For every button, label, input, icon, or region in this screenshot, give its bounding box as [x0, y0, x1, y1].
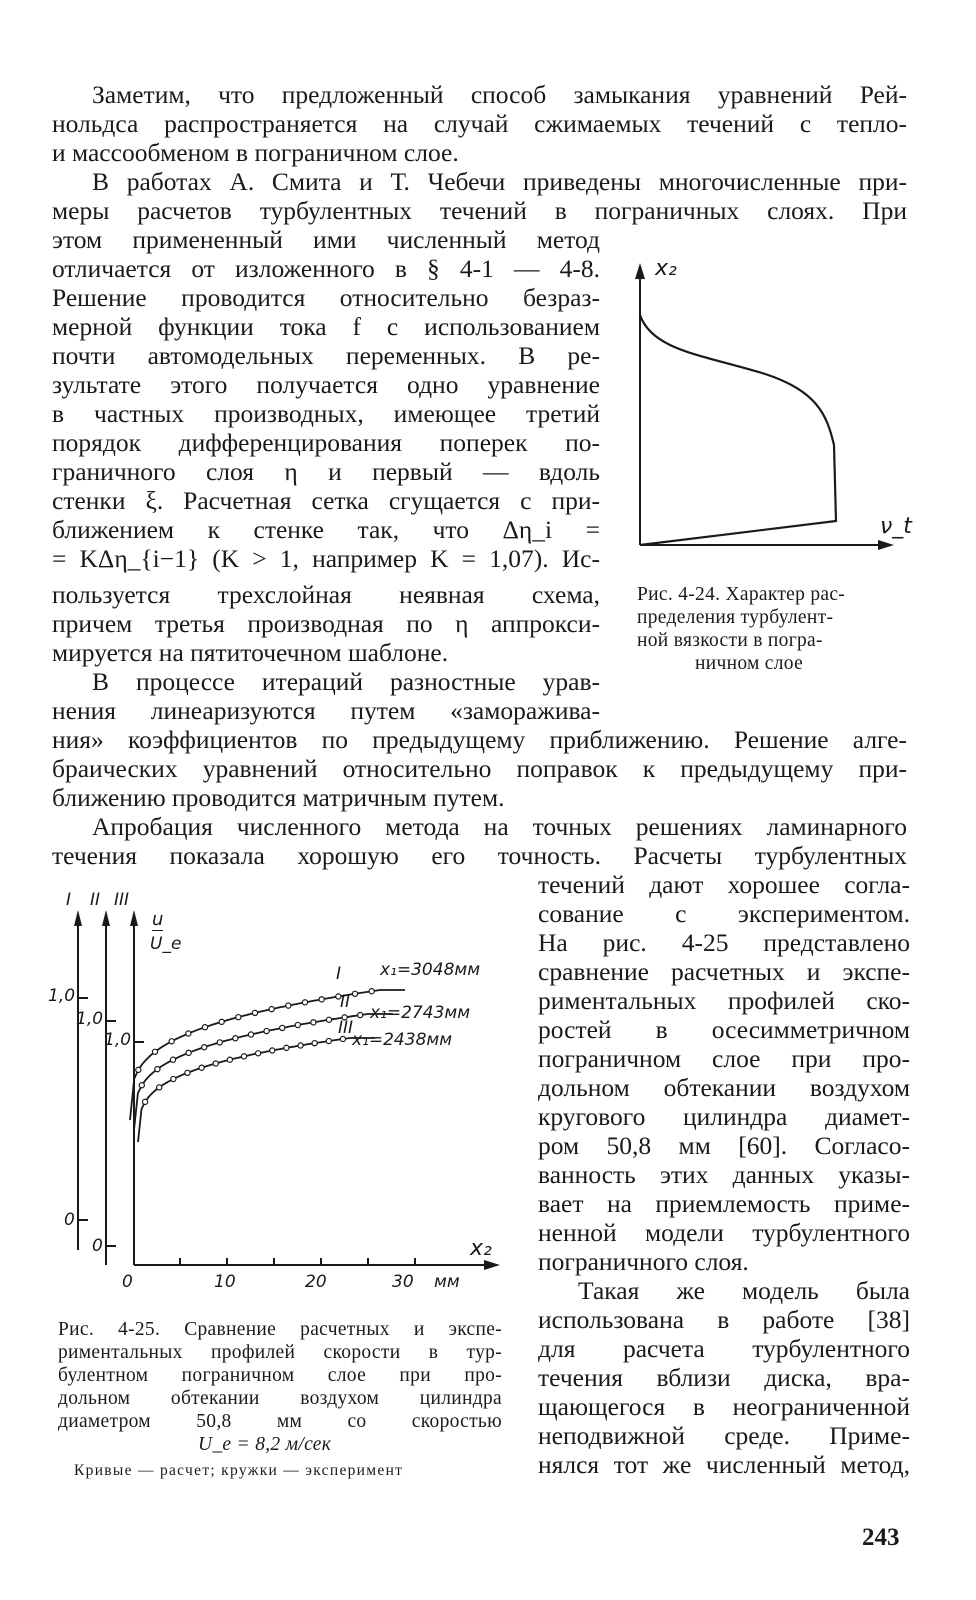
text-line: ближением к стенке так, что Δη_i = — [52, 515, 600, 544]
text-line: кругового цилиндра диамет- — [538, 1102, 910, 1131]
text-line: ром 50,8 мм [60]. Согласо- — [538, 1131, 910, 1160]
text-line: На рис. 4-25 представлено — [538, 928, 910, 957]
fig25-x-tick: мм — [434, 1272, 460, 1292]
text-line: ния» коэффициентов по предыдущему приближению. Решение алге- — [52, 725, 907, 754]
fig25-data-point — [248, 1032, 253, 1037]
fig24-caption-line: пределения турбулент- — [637, 607, 834, 628]
text-line: причем третья производная по η аппрокси- — [52, 609, 600, 638]
text-line: вает на приемлемость приме- — [538, 1189, 910, 1218]
text-line: риментальных профилей ско- — [538, 986, 910, 1015]
fig25-curves — [130, 989, 405, 1142]
fig25-data-point — [233, 1036, 238, 1041]
fig25-data-point — [152, 1049, 157, 1054]
text-line: нялся тот же численный метод, — [538, 1450, 910, 1479]
text-line: В работах А. Смита и Т. Чебечи приведены многочисленные при- — [92, 167, 907, 196]
text-line: зультате этого получается одно уравнение — [52, 370, 600, 399]
text-line: В процессе итераций разностные урав- — [92, 667, 600, 696]
text-line: сравнение расчетных и экспе- — [538, 957, 910, 986]
text-line: ближению проводится матричным путем. — [52, 783, 505, 812]
fig25-data-point — [269, 1007, 274, 1012]
fig25-curve-roman: II — [340, 992, 351, 1012]
axis-II — [102, 910, 110, 1265]
text-line: Такая же модель была — [578, 1276, 910, 1305]
text-line: порядок дифференцирования поперек по- — [52, 428, 600, 457]
text-line: мерной функции тока f с использованием — [52, 312, 600, 341]
text-line: использована в работе [38] — [538, 1305, 910, 1334]
text-line: отличается от изложенного в § 4-1 — 4-8. — [52, 254, 600, 283]
fig25-caption-line: диаметром 50,8 мм со скоростью — [58, 1411, 502, 1432]
text-line: Решение проводится относительно безраз- — [52, 283, 600, 312]
text-line: этом примененный ими численный метод — [52, 225, 600, 254]
text-line: пограничном слое при про- — [538, 1044, 910, 1073]
fig25-u-label: u — [152, 909, 164, 930]
fig25-ue-label: U_e — [150, 934, 182, 954]
text-line: течения показала хорошую его точность. Расчеты турбулентных — [52, 841, 907, 870]
fig25-data-point — [302, 1000, 307, 1005]
text-line: пограничного слоя. — [538, 1247, 749, 1276]
fig25-data-point — [236, 1015, 241, 1020]
fig25-data-point — [169, 1039, 174, 1044]
fig25-data-point — [298, 1043, 303, 1048]
fig25-tick-II: 1,0 — [76, 1009, 104, 1029]
fig25-note: Кривые — расчет; кружки — эксперимент — [74, 1462, 404, 1479]
figure-4-24 — [622, 255, 912, 555]
fig25-data-point — [219, 1019, 224, 1024]
fig25-data-point — [142, 1099, 147, 1104]
text-line: нения линеаризуются путем «заморажива- — [52, 696, 600, 725]
text-line: меры расчетов турбулентных течений в пограничных слоях. При — [52, 196, 907, 225]
fig25-tick-zero-I: 0 — [64, 1210, 75, 1230]
fig25-data-point — [326, 1017, 331, 1022]
text-line: ростей в осесимметричном — [538, 1015, 910, 1044]
fig24-caption-line: ничном слое — [695, 653, 804, 674]
fig25-caption-line: булентном пограничном слое при про- — [58, 1365, 502, 1386]
page-number: 243 — [862, 1524, 900, 1551]
fig24-x-label: ν_t — [880, 514, 912, 539]
fig25-data-point — [280, 1025, 285, 1030]
fig25-data-point — [352, 991, 357, 996]
text-line: ванность этих данных указы- — [538, 1160, 910, 1189]
fig25-curve-label: x₁=3048мм — [380, 960, 481, 980]
fig25-data-point — [270, 1048, 275, 1053]
fig25-tick-zero-II: 0 — [92, 1236, 103, 1256]
text-line: мируется на пятиточечном шаблоне. — [52, 638, 449, 667]
text-line: Заметим, что предложенный способ замыкания уравнений Рей- — [92, 80, 907, 109]
fig25-axis-label-II: II — [90, 890, 101, 910]
fig25-axis-label-III: III — [114, 890, 130, 910]
fig25-caption-line: дольном обтекании воздухом цилиндра — [58, 1388, 502, 1409]
fig24-viscosity-curve — [640, 315, 836, 545]
text-line: и массообменом в пограничном слое. — [52, 138, 459, 167]
text-line: течения вблизи диска, вра- — [538, 1363, 910, 1392]
text-line: течений дают хорошее согла- — [538, 870, 910, 899]
fig25-caption-line: риментальных профилей скорости в тур- — [58, 1342, 502, 1363]
fig25-data-point — [369, 989, 374, 994]
fig25-curve-label: x₁=2743мм — [370, 1003, 471, 1023]
fig25-data-point — [295, 1022, 300, 1027]
text-line: почти автомодельных переменных. В ре- — [52, 341, 600, 370]
fig25-tick-III: 1,0 — [104, 1030, 132, 1050]
text-line: = KΔη_{i−1} (K > 1, например K = 1,07). Ис- — [52, 544, 600, 573]
fig25-caption-line: Рис. 4-25. Сравнение расчетных и экспе- — [58, 1319, 502, 1340]
axis-I — [74, 910, 82, 1250]
fig25-data-point — [241, 1054, 246, 1059]
fig25-axis-label-I: I — [66, 890, 72, 910]
fig25-data-point — [311, 1020, 316, 1025]
fig25-x-tick: 30 — [392, 1272, 414, 1292]
fig25-data-point — [312, 1041, 317, 1046]
fig25-data-point — [185, 1070, 190, 1075]
fig24-caption-line: ной вязкости в погра- — [637, 630, 823, 651]
fig25-data-point — [170, 1057, 175, 1062]
text-line: стенки ξ. Расчетная сетка сгущается с при- — [52, 486, 600, 515]
text-line: дольном обтекании воздухом — [538, 1073, 910, 1102]
fig25-data-point — [217, 1040, 222, 1045]
fig25-data-point — [319, 997, 324, 1002]
fig25-data-point — [199, 1065, 204, 1070]
fig25-data-point — [202, 1045, 207, 1050]
text-line: пользуется трехслойная неявная схема, — [52, 580, 600, 609]
fig25-x-tick: 0 — [122, 1272, 133, 1292]
fig25-data-point — [256, 1051, 261, 1056]
fig25-data-point — [213, 1061, 218, 1066]
fig25-x-label: x₂ — [470, 1236, 492, 1261]
text-line: неподвижной среде. Приме- — [538, 1421, 910, 1450]
fig25-data-point — [171, 1076, 176, 1081]
fig24-x-axis — [640, 540, 894, 550]
fig25-tick-I: 1,0 — [48, 986, 76, 1006]
fig25-curve-label: x₁=2438мм — [352, 1030, 453, 1050]
fig25-data-point — [252, 1010, 257, 1015]
fig24-y-axis — [635, 263, 645, 545]
fig25-x-tick: 10 — [214, 1272, 236, 1292]
fig25-data-point — [264, 1028, 269, 1033]
fig25-curve-roman: I — [336, 964, 342, 984]
text-line: для расчета турбулентного — [538, 1334, 910, 1363]
text-line: нольдса распространяется на случай сжимаемых течений с тепло- — [52, 109, 907, 138]
fig25-data-point — [186, 1050, 191, 1055]
fig25-curve-roman: III — [338, 1018, 354, 1038]
figure-4-25 — [50, 890, 515, 1300]
fig25-data-point — [284, 1045, 289, 1050]
text-line: в частных производных, имеющее третий — [52, 399, 600, 428]
text-line: щающегося в неограниченной — [538, 1392, 910, 1421]
fig25-data-point — [155, 1067, 160, 1072]
fig25-data-point — [139, 1083, 144, 1088]
fig25-data-point — [136, 1067, 141, 1072]
text-line: браических уравнений относительно поправок к предыдущему при- — [52, 754, 907, 783]
text-line: сование с экспериментом. — [538, 899, 910, 928]
fig25-data-point — [358, 1012, 363, 1017]
fig25-data-point — [186, 1031, 191, 1036]
fig25-data-point — [202, 1025, 207, 1030]
fig25-caption-line: U_e = 8,2 м/сек — [198, 1434, 332, 1455]
fig25-data-point — [227, 1057, 232, 1062]
text-line: Апробация численного метода на точных решениях ламинарного — [92, 812, 907, 841]
fig25-x-axis — [134, 1258, 500, 1270]
fig25-data-point — [326, 1038, 331, 1043]
fig25-data-point — [286, 1003, 291, 1008]
fig24-caption-line: Рис. 4-24. Характер рас- — [637, 584, 846, 605]
text-line: ненной модели турбулентного — [538, 1218, 910, 1247]
fig25-data-point — [157, 1085, 162, 1090]
fig25-x-tick: 20 — [305, 1272, 327, 1292]
fig24-y-label: x₂ — [655, 256, 677, 281]
text-line: граничного слоя η и первый — вдоль — [52, 457, 600, 486]
